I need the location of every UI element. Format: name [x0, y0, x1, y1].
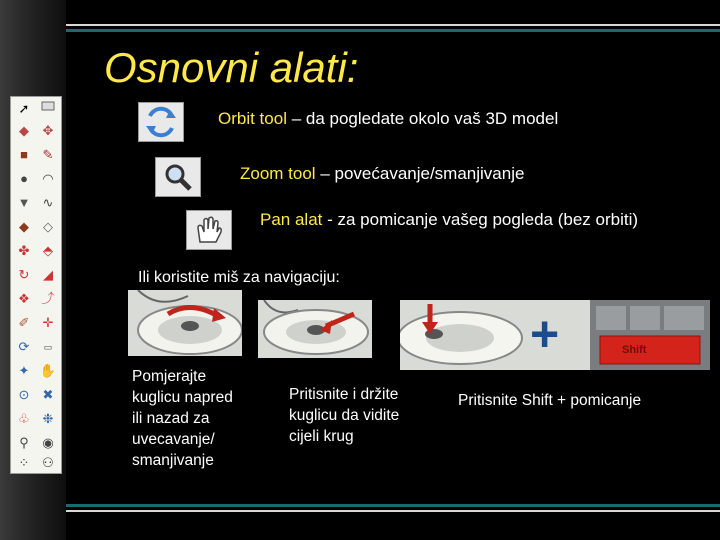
walk-icon[interactable]: ❉ [42, 411, 54, 426]
top-rule [66, 24, 720, 34]
orbit-icon [138, 102, 184, 142]
select-icon[interactable]: ➚ [18, 101, 30, 116]
move-icon[interactable]: ✥ [42, 123, 54, 138]
mouse-prompt: Ili koristite miš za navigaciju: [138, 269, 340, 286]
tool-name: Zoom tool [240, 164, 316, 183]
axes-icon[interactable]: ✛ [42, 315, 54, 330]
paint-icon[interactable]: ◆ [19, 123, 29, 138]
position-camera-icon[interactable]: ♧ [18, 411, 30, 426]
tool-description: - za pomicanje vašeg pogleda (bez orbiti) [322, 210, 639, 229]
shift-key-label: Shift [622, 344, 647, 356]
eye-icon[interactable]: ⚇ [42, 455, 54, 470]
pan-icon[interactable]: ▭ [43, 342, 53, 352]
eraser-icon[interactable] [38, 99, 58, 119]
protractor-icon[interactable]: ⤴ [41, 291, 55, 306]
dimension-icon[interactable]: ❖ [18, 291, 30, 306]
orbit-icon[interactable]: ⟳ [18, 339, 30, 354]
caption-scroll: Pomjerajte kuglicu napred ili nazad za uvecavanje/ smanjivanje [132, 368, 233, 469]
polygon-icon[interactable]: ▼ [17, 195, 31, 210]
section-icon[interactable]: ◉ [42, 435, 54, 450]
offset-icon[interactable]: ↻ [18, 267, 30, 282]
scale-icon[interactable]: ⬘ [43, 243, 53, 258]
tool-name: Orbit tool [218, 109, 287, 128]
mouse-scroll-image [128, 290, 242, 356]
zoom-icon [155, 157, 201, 197]
freehand-icon[interactable]: ∿ [42, 195, 54, 210]
zoom-window-icon[interactable]: ✋ [39, 363, 57, 378]
line-icon[interactable]: ✎ [42, 147, 54, 162]
look-around-icon[interactable]: ⚲ [19, 435, 29, 450]
tool-description: – da pogledate okolo vaš 3D model [286, 109, 559, 128]
tape-measure-icon[interactable]: ◢ [43, 267, 53, 282]
footprints-icon[interactable]: ⁘ [18, 455, 30, 470]
sketchup-toolbar [10, 96, 62, 474]
pan-icon [186, 210, 232, 250]
caption-press: Pritisnite i držite kuglicu da vidite cijeli krug [289, 386, 400, 445]
tool-description: – povećavanje/smanjivanje [315, 164, 525, 183]
text-icon[interactable]: ✐ [18, 315, 30, 330]
mouse-shift-image [400, 300, 710, 370]
previous-view-icon[interactable]: ✖ [42, 387, 54, 402]
pan-tool-row [260, 210, 638, 230]
zoom-icon[interactable]: ✦ [18, 363, 30, 378]
circle-icon[interactable]: ● [20, 171, 28, 186]
caption-shift: Pritisnite Shift + pomicanje [458, 392, 642, 409]
mouse-press-image [258, 300, 372, 358]
slide-title: Osnovni alati: [104, 44, 359, 91]
push-pull-icon[interactable]: ◆ [19, 219, 29, 234]
follow-me-icon[interactable]: ◇ [43, 219, 53, 234]
bottom-rule [66, 504, 720, 514]
plus-sign: + [530, 306, 560, 362]
tool-name: Pan alat [260, 210, 323, 229]
rotate-icon[interactable]: ✤ [18, 243, 30, 258]
rectangle-icon[interactable]: ■ [20, 147, 28, 162]
arc-icon[interactable]: ◠ [42, 171, 54, 186]
orbit-tool-row [218, 109, 558, 129]
zoom-extents-icon[interactable]: ⊙ [18, 387, 30, 402]
zoom-tool-row [240, 164, 524, 184]
